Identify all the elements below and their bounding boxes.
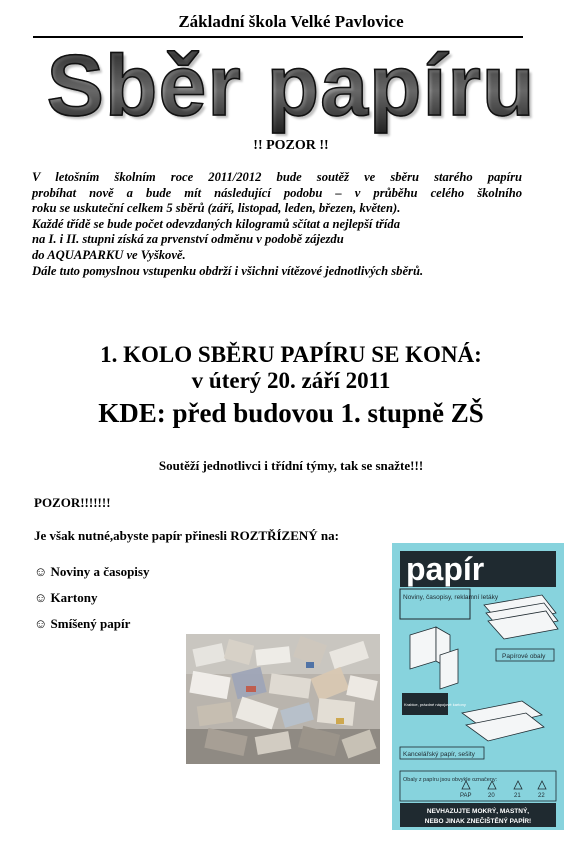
sorting-instruction: Je však nutné,abyste papír přinesli ROZTŘÍZENÝ na:	[34, 528, 339, 543]
round-announcement	[0, 342, 582, 394]
intro-line: na I. i II. stupni získá za prvenství odměnu v podobě zájezdu	[32, 232, 344, 247]
poster-label-cartons: Krabice, prázdné nápojové kartony	[404, 702, 466, 707]
intro-line: roku se uskuteční celkem 5 sběrů (září, listopad, leden, březen, květen).	[32, 201, 401, 216]
list-item: ☺ Noviny a časopisy	[34, 564, 150, 579]
paper-categories-list	[34, 564, 149, 642]
poster-label-office: Kancelářský papír, sešity	[403, 751, 475, 758]
school-name: Základní škola Velké Pavlovice	[178, 12, 404, 31]
code-pap: PAP	[460, 793, 472, 799]
code-22: 22	[538, 793, 545, 799]
pozor-notice: !! POZOR !!	[253, 138, 329, 153]
intro-paragraph	[32, 170, 522, 279]
list-item: ☺ Kartony	[34, 590, 98, 605]
poster-warning-line1: NEVHAZUJTE MOKRÝ, MASTNÝ,	[426, 808, 530, 815]
recycling-poster	[392, 543, 564, 830]
intro-line: probíhat nově a bude mít následující podobu – v průběhu celého školního	[32, 185, 522, 200]
list-item: ☺ Smíšený papír	[34, 616, 131, 631]
code-21: 21	[514, 793, 521, 799]
poster-label-newspapers: Noviny, časopisy, reklamní letáky	[403, 594, 499, 601]
poster-label-packaging: Papírové obaly	[502, 653, 546, 660]
intro-line: Každé třídě se bude počet odevzdaných kilogramů sčítat a nejlepší třída	[32, 216, 400, 231]
intro-line: V letošním školním roce 2011/2012 bude soutěž ve sběru starého papíru	[32, 170, 522, 184]
poster-heading: papír	[406, 551, 485, 587]
paper-pile-photo	[186, 634, 380, 764]
location-heading: KDE: před budovou 1. stupně ZŠ	[98, 398, 484, 428]
poster-warning-line2: NEBO JINAK ZNEČIŠTĚNÝ PAPÍR!	[424, 818, 532, 825]
page-title: Sběr papíru	[0, 38, 582, 134]
pozor-warning: POZOR!!!!!!!	[34, 495, 111, 510]
compete-text: Soutěží jednotlivci i třídní týmy, tak se snažte!!!	[158, 458, 424, 473]
intro-line: do AQUAPARKU ve Vyškově.	[32, 247, 186, 262]
code-20: 20	[488, 793, 495, 799]
poster-label-marks: Obaly z papíru jsou obvykle označeny:	[403, 777, 498, 783]
round-date: v úterý 20. září 2011	[191, 368, 391, 393]
intro-line: Dále tuto pomyslnou vstupenku obdrží i všichni vítězové jednotlivých sběrů.	[32, 263, 424, 278]
round-heading: 1. KOLO SBĚRU PAPÍRU SE KONÁ:	[100, 342, 482, 367]
